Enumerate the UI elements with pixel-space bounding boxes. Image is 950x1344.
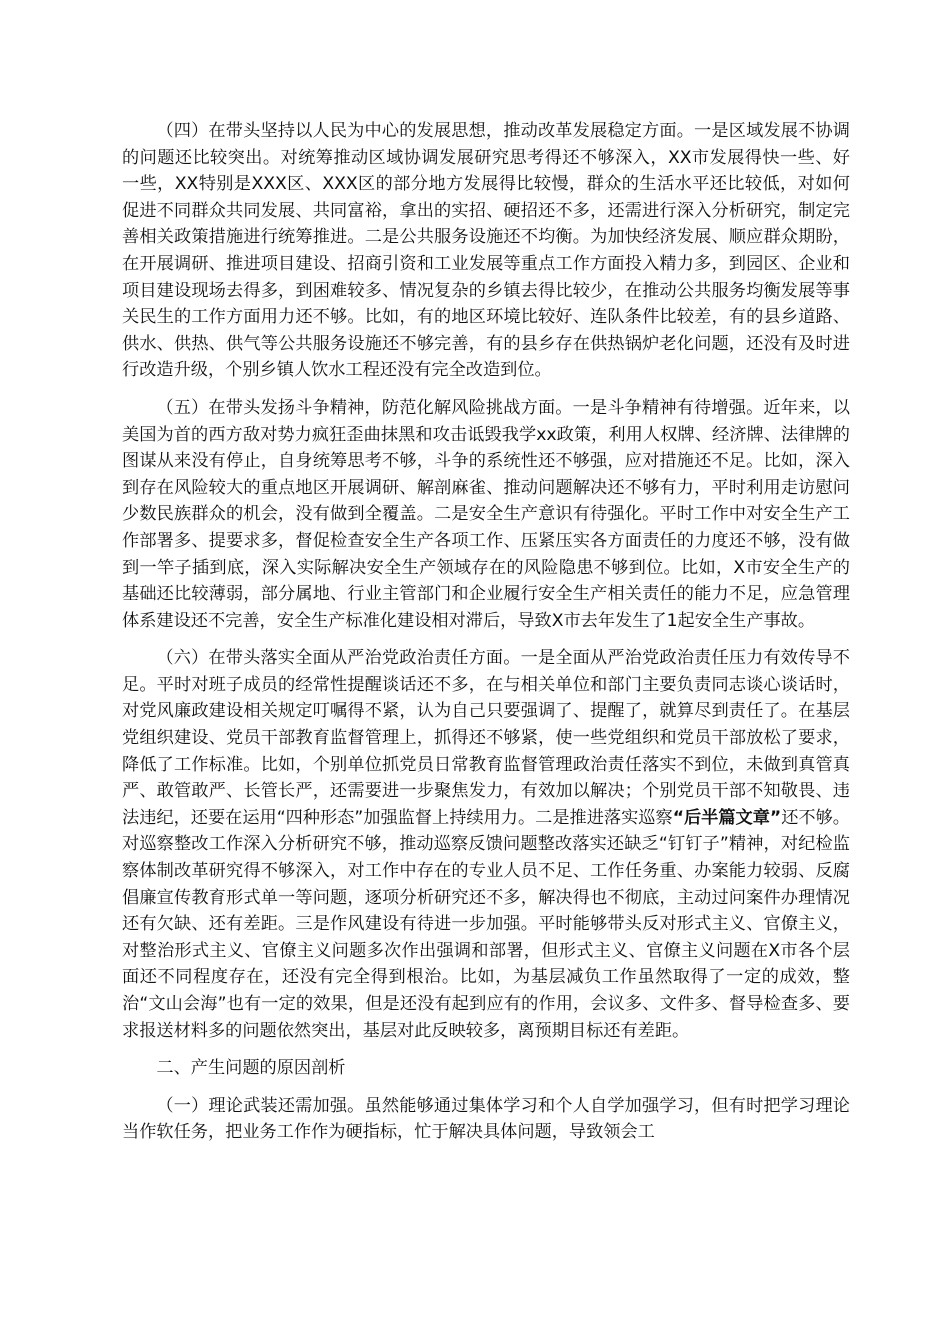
document-body [122,118,850,1157]
paragraph-text: （四）在带头坚持以人民为中心的发展思想，推动改革发展稳定方面。一是区域发展不协调的问题还比较突出。对统筹推动区域协调发展研究思考得还不够深入，XX市发展得快一些、好一些，XX特别是XXX区、XXX区的部分地方发展得比较慢，群众的生活水平还比较低，对如何促进不同群众共同发展、共同富裕，拿出的实招、硬招还不多，还需进行深入分析研究，制定完善相关政策措施进行统筹推进。二是公共服务设施还不均衡。为加快经济发展、顺应群众期盼，在开展调研、推进项目建设、招商引资和工业发展等重点工作方面投入精力多，到园区、企业和项目建设现场去得多，到困难较多、情况复杂的乡镇去得比较少，在推动公共服务均衡发展等事关民生的工作方面用力还不够。比如，有的地区环境比较好、连队条件比较差，有的县乡道路、供水、供热、供气等公共服务设施还不够完善，有的县乡存在供热锅炉老化问题，还没有及时进行改造升级，个别乡镇人饮水工程还没有完全改造到位。 [122,121,850,381]
paragraph-text: （六）在带头落实全面从严治党政治责任方面。一是全面从严治党政治责任压力有效传导不足。平时对班子成员的经常性提醒谈话还不多，在与相关单位和部门主要负责同志谈心谈话时，对党风廉政建设相关规定叮嘱得不紧，认为自己只要强调了、提醒了，就算尽到责任了。在基层党组织建设、党员干部教育监督管理上，抓得还不够紧，使一些党组织和党员干部放松了要求，降低了工作标准。比如，个别单位抓党员日常教育监督管理政治责任落实不到位，未做到真管真严、敢管敢严、长管长严，还需要进一步聚焦发力，有效加以解决；个别党员干部不知敬畏、违法违纪，还要在运用“四种形态”加强监督上持续用力。二是推进落实巡察 [122,648,850,828]
paragraph-section-4 [122,118,850,384]
paragraph-section-5 [122,395,850,634]
paragraph-text: 还不够。对巡察整改工作深入分析研究不够，推动巡察反馈问题整改落实还缺乏“钉钉子”精神，对纪检监察体制改革研究得不够深入，对工作中存在的专业人员不足、工作任务重、办案能力较弱、反腐倡廉宣传教育形式单一等问题，逐项分析研究还不多，解决得也不彻底，主动过问案件办理情况还有欠缺、还有差距。三是作风建设有待进一步加强。平时能够带头反对形式主义、官僚主义，对整治形式主义、官僚主义问题多次作出强调和部署，但形式主义、官僚主义问题在X市各个层面还不同程度存在，还没有完全得到根治。比如，为基层减负工作虽然取得了一定的成效，整治“文山会海”也有一定的效果，但是还没有起到应有的作用，会议多、文件多、督导检查多、要求报送材料多的问题依然突出，基层对此反映较多，离预期目标还有差距。 [122,807,850,1041]
paragraph-bold-phrase: “后半篇文章” [672,807,782,828]
paragraph-cause-1: （一）理论武装还需加强。虽然能够通过集体学习和个人自学加强学习，但有时把学习理论当作软任务，把业务工作作为硬指标，忙于解决具体问题，导致领会工 [122,1095,850,1143]
paragraph-section-6 [122,645,850,1044]
section-heading: 二、产生问题的原因剖析 [156,1058,346,1079]
paragraph-text: （五）在带头发扬斗争精神，防范化解风险挑战方面。一是斗争精神有待增强。近年来，以美国为首的西方敌对势力疯狂歪曲抹黑和攻击诋毁我学xx政策，利用人权牌、经济牌、法律牌的图谋从来没有停止，自身统筹思考不够，斗争的系统性还不够强，应对措施还不足。比如，深入到存在风险较大的重点地区开展调研、解剖麻雀、推动问题解决还不够有力，平时利用走访慰问少数民族群众的机会，没有做到全覆盖。二是安全生产意识有待强化。平时工作中对安全生产工作部署多、提要求多，督促检查安全生产各项工作、压紧压实各方面责任的力度还不够，没有做到一竿子插到底，深入实际解决安全生产领域存在的风险隐患不够到位。比如，X市安全生产的基础还比较薄弱，部分属地、行业主管部门和企业履行安全生产相关责任的能力不足，应急管理体系建设还不完善，安全生产标准化建设相对滞后，导致X市去年发生了1起安全生产事故。 [122,397,850,631]
